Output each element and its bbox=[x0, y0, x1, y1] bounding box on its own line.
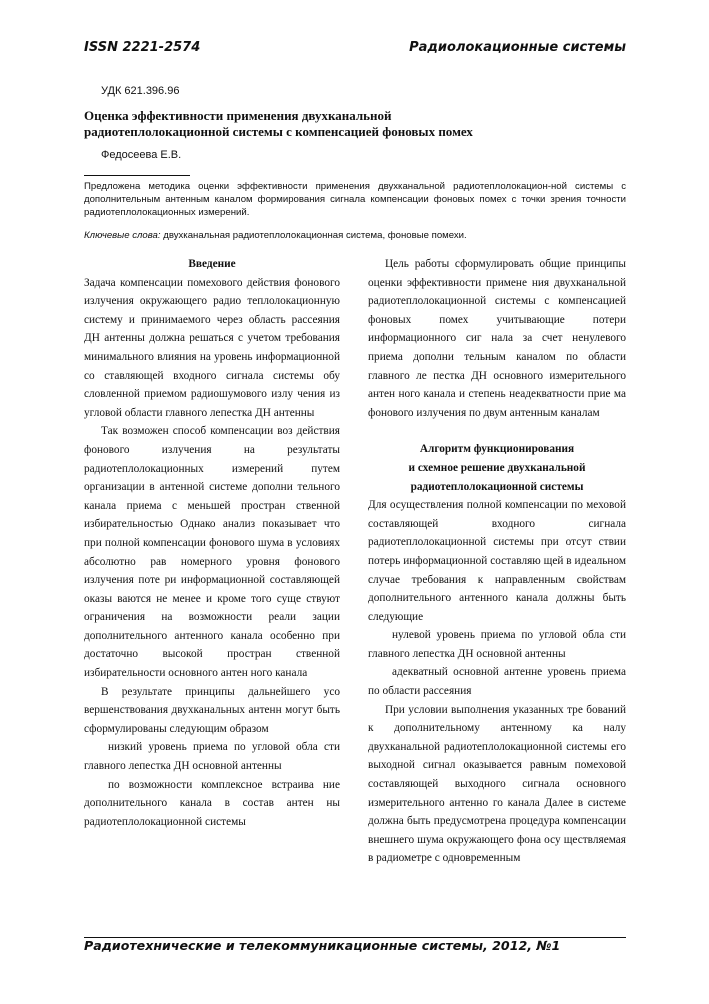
section-heading-algorithm bbox=[368, 440, 626, 496]
section-title: Радиолокационные системы bbox=[409, 40, 626, 55]
list-item: по возможности комплексное встраива ние дополнительного канала в состав антен ны радиотеплолокационной системы bbox=[84, 778, 340, 828]
heading-line: Алгоритм функционирования bbox=[419, 443, 575, 456]
paragraph: Так возможен способ компенсации воз действия фонового излучения на результаты радиотеплолокационных измерений путем организации в антенной системе дополни тельного канала приема с меньшей простран ственной избирательностью Однако анализ показывает что при полной компенсации фонового шума в условиях абсолютно рав номерного уровня фонового излучения поте ри информационной составляющей оказы ваются не менее и кроме того суще ствуют ограничения на возможности реали зации дополнительного антенного канала особенно при достаточно высокой простран ственной избирательности основного антен ного канала bbox=[84, 425, 340, 680]
list-item: адекватный основной антенне уровень приема по области рассеяния bbox=[368, 666, 626, 698]
article-title-line: Оценка эффективности применения двухканальной bbox=[84, 108, 392, 123]
heading-line: радиотеплолокационной системы bbox=[410, 480, 584, 493]
article-title bbox=[84, 108, 624, 140]
journal-issn: ISSN 2221-2574 bbox=[84, 40, 201, 55]
paragraph: Задача компенсации помехового действия фонового излучения окружающего радио теплолокационную систему и принимаемого через область рассеяния ДН антенны должна решаться с учетом требования минимального влияния на уровень информационной со ставляющей входного сигнала системы обу словленной приемом радиошумового излу чения из угловой области главного лепестка ДН антенны bbox=[84, 276, 340, 419]
author: Федосеева Е.В. bbox=[101, 149, 182, 161]
author-divider bbox=[84, 175, 190, 176]
udk-code: УДК 621.396.96 bbox=[101, 85, 180, 97]
keywords-label: Ключевые слова: bbox=[84, 230, 161, 241]
spacer bbox=[368, 422, 626, 440]
section-heading-introduction: Введение bbox=[188, 258, 236, 270]
paragraph: Для осуществления полной компенсации по меховой составляющей входного сигнала радиотеплолокационной системы при отсут ствии потерь информационной составляю щей в идеальном случае требования к направленным свойствам дополнительного антенного канала должны быть следующие bbox=[368, 499, 626, 623]
article-title-line: радиотеплолокационной системы с компенсацией фоновых помех bbox=[84, 124, 473, 139]
left-column bbox=[84, 255, 340, 831]
list-item: низкий уровень приема по угловой обла сти главного лепестка ДН основной антенны bbox=[84, 741, 340, 773]
paragraph: Цель работы сформулировать общие принципы оценки эффективности примене ния двухканальной радиотеплолокационной системы с компенсацией фоновых помех учитывающие потери информационного сиг нала за счет ненулевого приема дополни тельным каналом по области главного ле пестка ДН основного измерительного антен ного канала и степень неадекватности прие ма фонового излучения по двум антенным каналам bbox=[368, 258, 626, 419]
heading-line: и схемное решение двухканальной bbox=[408, 461, 586, 474]
list-item: нулевой уровень приема по угловой обла сти главного лепестка ДН основной антенны bbox=[368, 629, 626, 660]
keywords bbox=[84, 229, 626, 242]
abstract: Предложена методика оценки эффективности применения двухканальной радиотеплолокацион-ной системы с дополнительным антенным каналом формирования сигнала компенсации фоновых помех с точки зрения точности радиотеплолокационных измерений. bbox=[84, 181, 626, 218]
paragraph: В результате принципы дальнейшего усо вершенствования двухканальных антенн могут быть сформулированы следующим образом bbox=[84, 685, 340, 735]
paragraph: При условии выполнения указанных тре бований к дополнительному антенному ка налу двухканальной радиотеплолокационной системы его выходной сигнал оказывается равным помеховой составляющей выходного сигнала основного измерительного антенно го канала Далее в системе должна быть предусмотрена процедура компенсации внешнего шума окружающего фона осу ществляемая в радиометре с одновременным bbox=[368, 703, 626, 865]
right-column bbox=[368, 255, 626, 868]
journal-footer: Радиотехнические и телекоммуникационные системы, 2012, №1 bbox=[84, 938, 561, 953]
keywords-text: двухканальная радиотеплолокационная система, фоновые помехи. bbox=[160, 230, 467, 241]
